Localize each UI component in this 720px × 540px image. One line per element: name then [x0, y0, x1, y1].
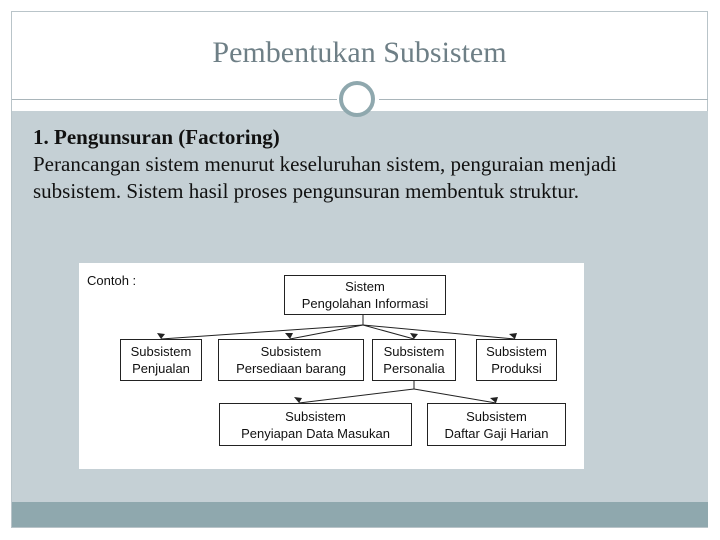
node-penyiapan-line1: Subsistem — [285, 408, 346, 424]
title-rule-left — [12, 99, 337, 100]
title-rule-right — [379, 99, 708, 100]
connector-produksi — [363, 325, 515, 339]
node-root-line1: Sistem — [345, 279, 385, 294]
connector-penyiapan — [299, 389, 414, 403]
node-produksi-line2: Produksi — [491, 361, 542, 376]
section-heading: 1. Pengunsuran (Factoring) — [33, 125, 280, 149]
node-penyiapan-data — [219, 403, 412, 446]
slide-text — [33, 124, 693, 205]
node-persediaan — [218, 339, 364, 381]
node-produksi-line1: Subsistem — [486, 344, 547, 359]
node-persediaan-line2: Persediaan barang — [236, 361, 346, 376]
hierarchy-diagram — [79, 263, 584, 469]
node-penyiapan-line2: Penyiapan Data Masukan — [241, 425, 390, 441]
node-penjualan-line2: Penjualan — [132, 361, 190, 376]
node-personalia-line2: Personalia — [383, 361, 445, 376]
node-root-line2: Pengolahan Informasi — [301, 296, 429, 311]
node-root — [284, 275, 446, 315]
node-gaji-line1: Subsistem — [466, 408, 527, 424]
node-penjualan — [120, 339, 202, 381]
node-personalia-line1: Subsistem — [383, 344, 445, 359]
slide-title: Pembentukan Subsistem — [212, 36, 507, 69]
connector-gaji — [414, 389, 496, 403]
ring-ornament-icon — [339, 81, 375, 117]
node-persediaan-line1: Subsistem — [260, 344, 322, 359]
footer-bar — [12, 502, 708, 527]
node-produksi — [476, 339, 557, 381]
node-penjualan-line1: Subsistem — [130, 344, 192, 359]
section-body: Perancangan sistem menurut keseluruhan sistem, penguraian menjadi subsistem. Sistem hasil proses pengunsuran membentuk struktur. — [33, 152, 617, 203]
node-daftar-gaji — [427, 403, 566, 446]
node-gaji-line2: Daftar Gaji Harian — [444, 425, 549, 441]
connector-penjualan — [161, 325, 363, 339]
example-label: Contoh : — [87, 273, 137, 288]
node-personalia — [372, 339, 456, 381]
